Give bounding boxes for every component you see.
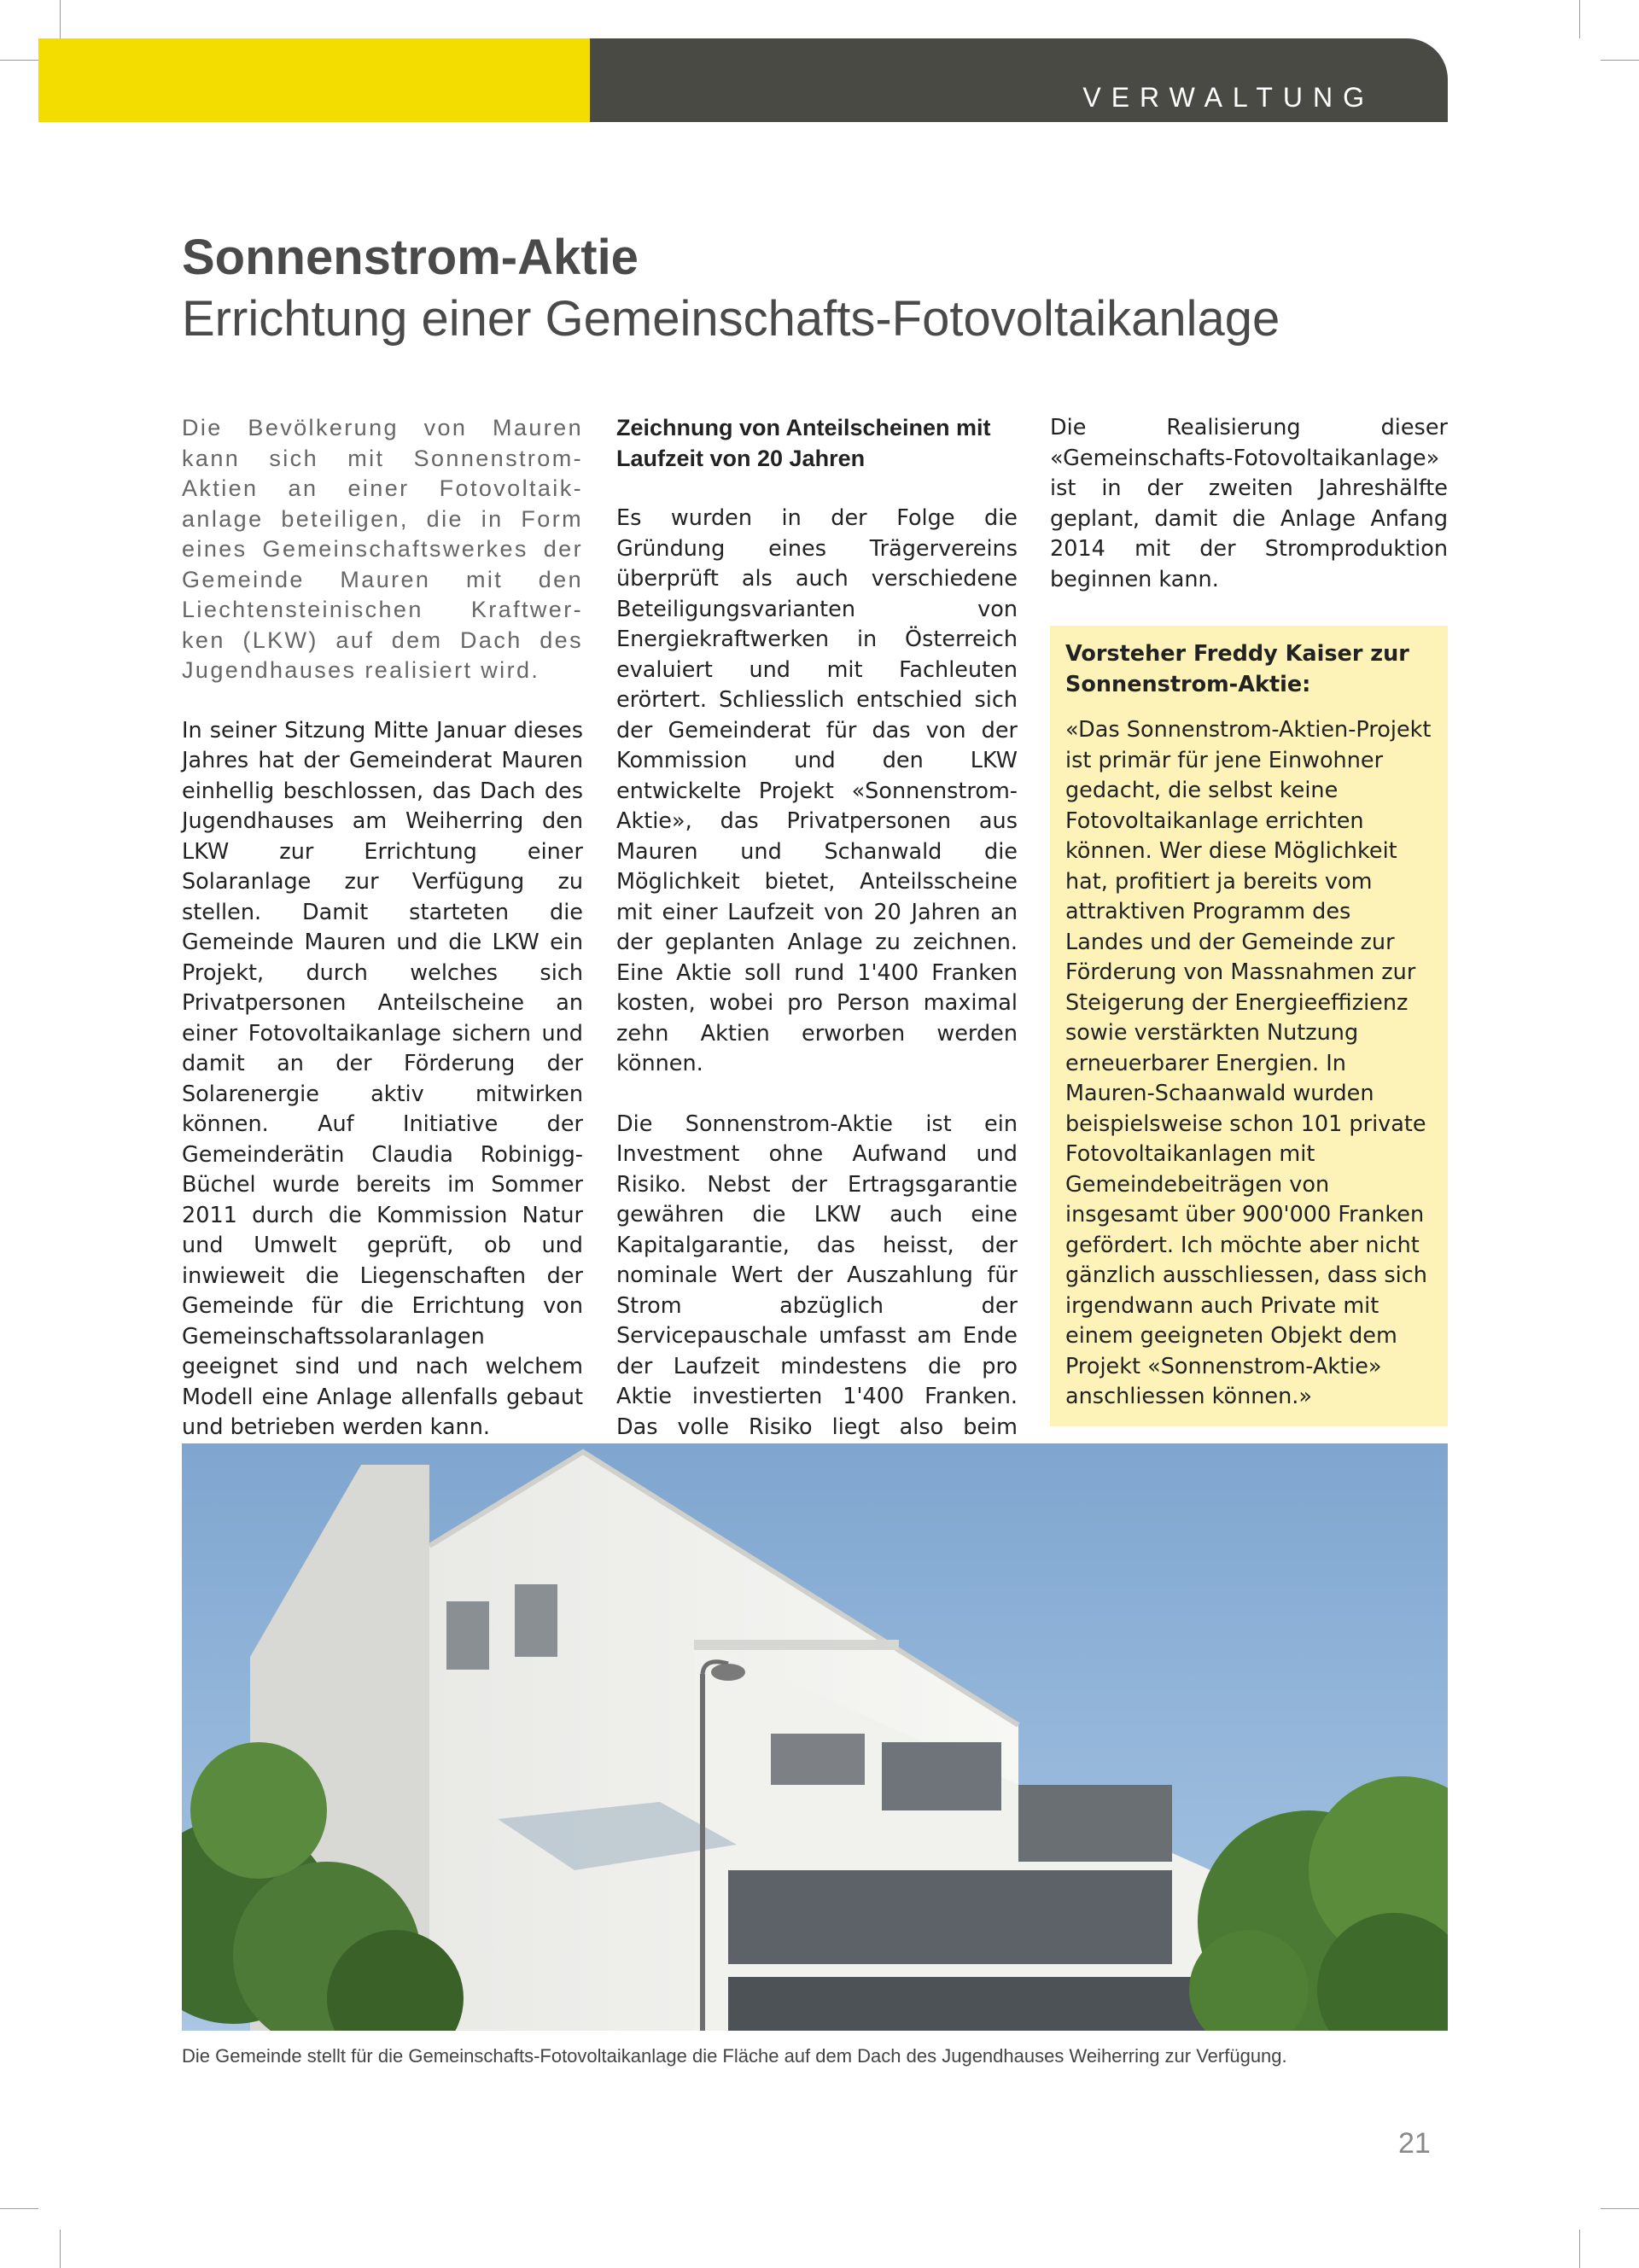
section-heading: Zeichnung von Anteilscheinen mit Laufzeit von 20 Jahren <box>616 415 991 471</box>
crop-mark <box>60 0 61 38</box>
building-photo-illustration <box>182 1443 1448 2031</box>
building-photo <box>182 1443 1448 2031</box>
crop-mark <box>1579 0 1580 38</box>
column-2 <box>616 413 1018 1503</box>
lead-paragraph: Die Bevölkerung von Mauren kann sich mit Sonnenstrom-Aktien an einer Fotovoltaik-anlage beteiligen, die in Form eines Gemeinschaftswerkes der Gemeinde Mauren mit den Liechtensteinischen Kraftwer-ken (LKW) auf dem Dach des Jugendhauses realisiert wird. <box>182 415 583 683</box>
quote-text: «Das Sonnenstrom-Aktien-Projekt ist primär für jene Einwohner gedacht, die selbst keine Fotovoltaikanlage errichten können. Wer diese Möglichkeit hat, profitiert ja bereits vom attraktiven Programm des Landes und der Gemeinde zur Förderung von Massnahmen zur Steigerung der Energieeffizienz sowie verstärkten Nutzung erneuerbarer Energien. In Mauren-Schaanwald wurden beispielsweise schon 101 private Fotovoltaikanlagen mit Gemeindebeiträgen von insgesamt über 900'000 Franken gefördert. Ich möchte aber nicht gänzlich ausschliessen, dass sich irgendwann auch Private mit einem geeigneten Objekt dem Projekt «Sonnenstrom-Aktie» anschliessen können.» <box>1065 717 1432 1409</box>
body-paragraph: Es wurden in der Folge die Gründung eines Trägervereins überprüft als auch verschiedene Beteiligungsvarianten von Energiekraftwerken in Österreich evaluiert und mit Fachleuten erörtert. Schliesslich entschied sich der Gemeinderat für das von der Kommission und den LKW entwickelte Projekt «Sonnenstrom-Aktie», das Privatpersonen aus Mauren und Schanwald die Möglichkeit bietet, Anteilsscheine mit einer Laufzeit von 20 Jahren an der geplanten Anlage zu zeichnen. Eine Aktie soll rund 1'400 Franken kosten, wobei pro Person maximal zehn Aktien erworben werden können. <box>616 505 1018 1076</box>
page-number: 21 <box>1398 2127 1431 2160</box>
crop-mark <box>1601 2208 1639 2209</box>
quote-box-title: Vorsteher Freddy Kaiser zur Sonnenstrom-Aktie: <box>1065 641 1409 697</box>
body-paragraph: In seiner Sitzung Mitte Januar dieses Jahres hat der Gemeinderat Mauren einhellig beschlossen, das Dach des Jugendhauses am Weiherring den LKW zur Errichtung einer Solaranlage zur Verfügung zu stellen. Damit starteten die Gemeinde Mauren und die LKW ein Projekt, durch welches sich Privatpersonen Anteilscheine an einer Fotovoltaikanlage sichern und damit an der Förderung der Solarenergie aktiv mitwirken können. Auf Initiative der Gemeinderätin Claudia Robinigg-Büchel wurde bereits im Sommer 2011 durch die Kommission Natur und Umwelt geprüft, ob und inwieweit die Liegenschaften der Gemeinde für die Errichtung von Gemeinschaftssolaranlagen geeignet sind und nach welchem Modell eine Anlage allenfalls gebaut und betrieben werden kann. <box>182 717 583 1440</box>
body-paragraph: Die Realisierung dieser «Gemeinschafts-Fotovoltaikanlage» ist in der zweiten Jahreshälfte geplant, damit die Anlage Anfang 2014 mit der Stromproduktion beginnen kann. <box>1050 415 1448 592</box>
crop-mark <box>60 2230 61 2268</box>
photo-caption: Die Gemeinde stellt für die Gemeinschafts-Fotovoltaikanlage die Fläche auf dem Dach des Jugendhauses Weiherring zur Verfügung. <box>182 2045 1287 2067</box>
body-paragraph: Die Sonnenstrom-Aktie ist ein Investment ohne Aufwand und Risiko. Nebst der Ertragsgarantie gewähren die LKW auch eine Kapitalgarantie, das heisst, der nominale Wert der Auszahlung für Strom abzüglich der Servicepauschale umfasst am Ende der Laufzeit mindestens die pro Aktie investierten 1'400 Franken. Das volle Risiko liegt also beim <box>616 1111 1018 1440</box>
crop-mark <box>1579 2230 1580 2268</box>
page-subtitle: Errichtung einer Gemeinschafts-Fotovoltaikanlage <box>182 291 1280 347</box>
crop-mark <box>0 60 38 61</box>
crop-mark <box>0 2208 38 2209</box>
quote-box <box>1050 626 1448 1426</box>
section-label: VERWALTUNG <box>1082 82 1374 113</box>
column-1 <box>182 413 583 1473</box>
page-title: Sonnenstrom-Aktie <box>182 230 639 285</box>
crop-mark <box>1601 60 1639 61</box>
header-accent-bar <box>38 38 590 122</box>
column-3 <box>1050 413 1448 1426</box>
